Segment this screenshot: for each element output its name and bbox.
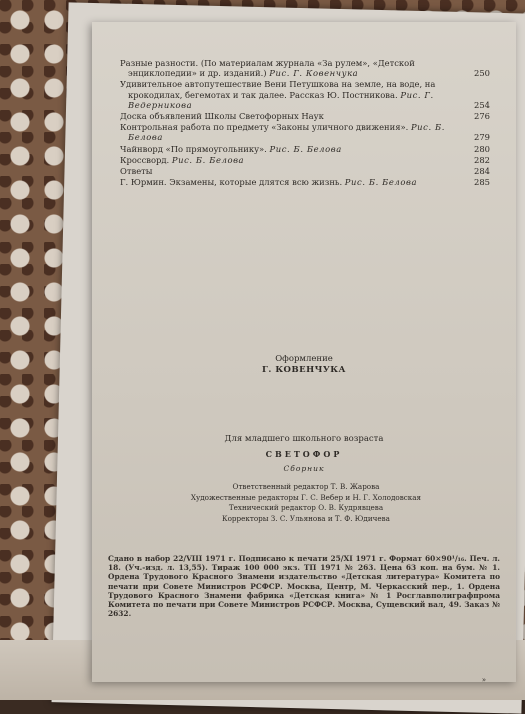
toc-entry-text: Контрольная работа по предмету «Законы уличного движения».: [120, 122, 409, 133]
audience-line: Для младшего школьного возраста: [224, 434, 384, 444]
toc-entry: [120, 111, 490, 121]
toc-entry: [120, 79, 490, 110]
toc-entry-page: 276: [474, 111, 490, 122]
corner-mark: »: [481, 676, 486, 684]
book-type: Сборник: [283, 464, 325, 473]
toc-entry-page: 280: [474, 143, 490, 154]
toc-entry-page: 282: [474, 154, 490, 165]
toc-entry-illustrator: Рис. Б. Белова: [171, 154, 245, 165]
toc-entry: [120, 122, 490, 142]
toc-entry-text: Удивительное автопутешествие Вени Петушкова на земле, на воде, на крокодилах, бегемотах и так далее. Рассказ Ю. Постникова.: [120, 79, 436, 100]
toc-entry-illustrator: Рис. Б. Белова: [128, 122, 445, 143]
credit-art-editors: Художественные редакторы Г. С. Вебер и Н. Г. Холодовская: [190, 492, 422, 502]
imprint-block: Сдано в набор 22/VIII 1971 г. Подписано к печати 25/XI 1971 г. Формат 60×90¹/₁₆. Печ. л. 18. (Уч.-изд. л. 13,55). Тираж 100 000 экз. ТП 1971 № 263. Цена 63 коп. на бум. № 1. Ордена Трудового Красного Знамени издательство «Детская литература» Комитета по печати при Совете Министров РСФСР. Москва, Центр, М. Черкасский пер., 1. Ордена Трудового Красного Знамени фабрика «Детская книга» № 1 Росглавполиграфпрома Комитета по печати при Совете Министров РСФСР. Москва, Сущевский вал, 49. Заказ № 2632.: [108, 554, 500, 619]
table-of-contents: [120, 58, 490, 188]
toc-entry-text: Разные разности. (По материалам журнала «За рулем», «Детской энциклопедии» и др. изданий.): [120, 58, 415, 79]
toc-entry-text: Кроссворд.: [120, 154, 170, 165]
toc-entry: [120, 58, 490, 78]
toc-entry: [120, 144, 490, 154]
toc-entry: [120, 155, 490, 165]
toc-entry-text: Доска объявлений Школы Светофорных Наук: [120, 111, 324, 122]
credit-proofreaders: Корректоры З. С. Ульянова и Т. Ф. Юдичева: [222, 513, 390, 523]
toc-entry-illustrator: Рис. Г. Ковенчука: [269, 68, 359, 79]
toc-entry-page: 285: [474, 177, 490, 188]
toc-entry-page: 250: [474, 68, 490, 79]
toc-entry-text: Ответы: [120, 166, 153, 177]
book-title: СВЕТОФОР: [265, 449, 343, 459]
credits-block: [106, 482, 506, 524]
book-page: [92, 22, 516, 682]
toc-entry-text: Чайнворд «По прямоугольнику».: [120, 143, 267, 154]
toc-entry-text: Г. Юрмин. Экзамены, которые длятся всю жизнь.: [120, 177, 343, 188]
toc-entry: [120, 166, 490, 176]
toc-entry-illustrator: Рис. Б. Белова: [344, 177, 418, 188]
toc-entry-illustrator: Рис. Б. Белова: [269, 143, 342, 154]
toc-entry-page: 279: [474, 132, 490, 143]
designer-name: Г. КОВЕНЧУКА: [262, 365, 346, 375]
toc-entry-page: 254: [474, 99, 490, 110]
credit-editor: Ответственный редактор Т. В. Жарова: [232, 482, 380, 491]
toc-entry: [120, 177, 490, 187]
designer-label: Оформление: [275, 354, 333, 364]
credit-tech-editor: Технический редактор О. В. Кудрявцева: [228, 503, 384, 513]
toc-entry-illustrator: Рис. Г. Ведерникова: [128, 89, 434, 110]
toc-entry-page: 284: [474, 166, 490, 177]
